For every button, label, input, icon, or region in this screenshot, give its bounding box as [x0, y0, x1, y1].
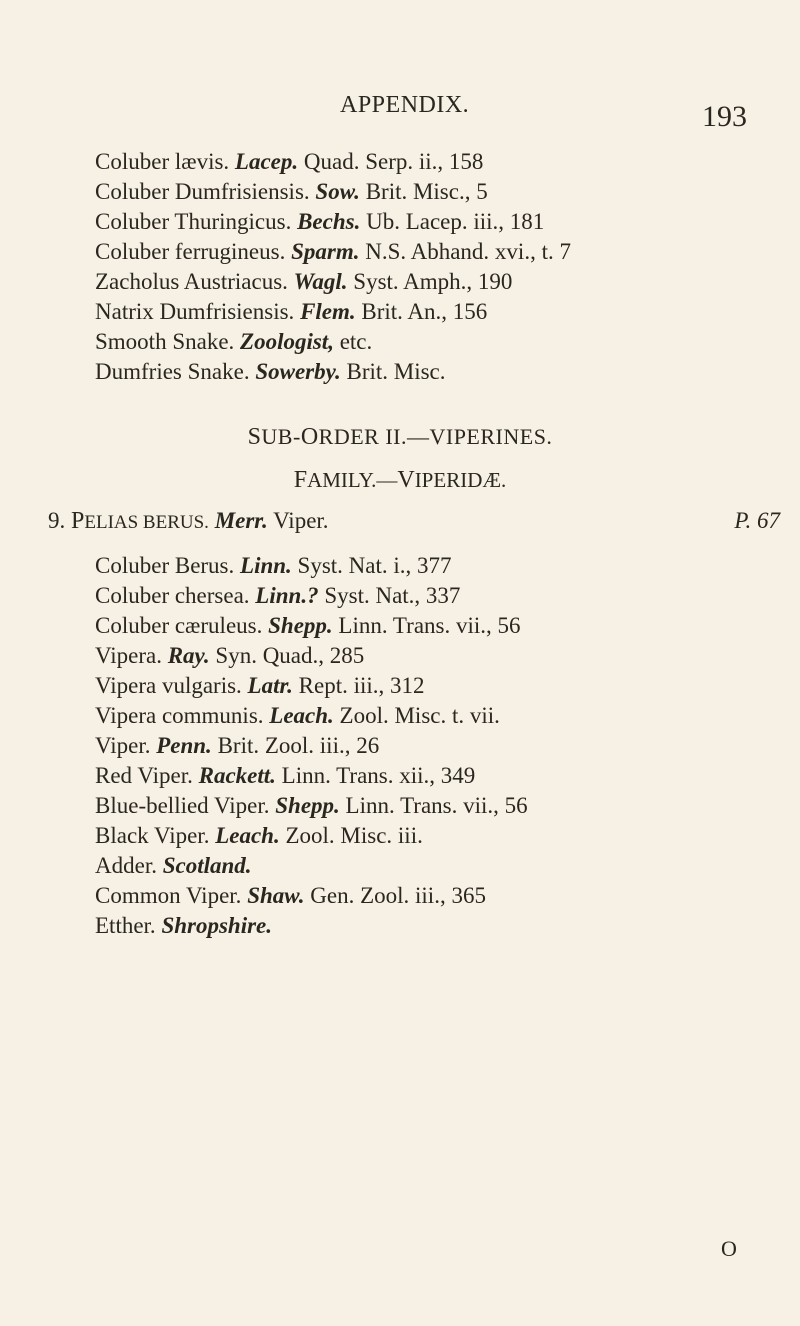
synonym-name: Smooth Snake.: [95, 329, 235, 354]
synonym-author: Rackett.: [198, 763, 276, 788]
synonym-ref: Linn. Trans. vii., 56: [338, 613, 521, 638]
synonym-line: [95, 911, 775, 941]
synonym-ref: Brit. An., 156: [361, 299, 488, 324]
synonym-name: Coluber lævis.: [95, 149, 230, 174]
synonym-name: Natrix Dumfrisiensis.: [95, 299, 295, 324]
synonym-author: Sow.: [315, 179, 360, 204]
synonym-name: Black Viper.: [95, 823, 210, 848]
synonym-ref: Zool. Misc. iii.: [285, 823, 423, 848]
synonym-author: Shropshire.: [161, 913, 273, 938]
synonym-author: Zoologist,: [240, 329, 334, 354]
synonym-line: [95, 881, 775, 911]
synonym-line: [95, 357, 775, 387]
synonym-author: Shaw.: [247, 883, 305, 908]
synonym-line: [95, 177, 775, 207]
synonym-line: [95, 611, 775, 641]
synonym-ref: Syst. Nat. i., 377: [297, 553, 452, 578]
synonym-line: [95, 237, 775, 267]
suborder-heading: SUB-ORDER II.—VIPERINES.: [247, 424, 553, 450]
synonym-author: Sparm.: [291, 239, 360, 264]
species-page-ref: P. 67: [734, 508, 780, 533]
synonym-line: [95, 207, 775, 237]
synonym-ref: Linn. Trans. vii., 56: [345, 793, 528, 818]
synonym-line: [95, 581, 775, 611]
synonym-author: Lacep.: [234, 149, 299, 174]
synonym-line: [95, 297, 775, 327]
synonym-name: Coluber Thuringicus.: [95, 209, 292, 234]
synonym-ref: Brit. Misc., 5: [365, 179, 488, 204]
synonym-name: Etther.: [95, 913, 156, 938]
synonym-line: [95, 147, 775, 177]
synonym-author: Latr.: [247, 673, 293, 698]
synonym-name: Common Viper.: [95, 883, 242, 908]
synonym-ref: Brit. Zool. iii., 26: [217, 733, 380, 758]
synonym-author: Linn.: [240, 553, 292, 578]
synonym-name: Coluber ferrugineus.: [95, 239, 286, 264]
synonym-name: Coluber Dumfrisiensis.: [95, 179, 310, 204]
synonym-ref: etc.: [339, 329, 373, 354]
synonym-name: Zacholus Austriacus.: [95, 269, 288, 294]
synonym-line: [95, 327, 775, 357]
species-author: Merr.: [214, 508, 268, 533]
synonym-author: Sowerby.: [255, 359, 341, 384]
synonym-ref: Syst. Amph., 190: [353, 269, 513, 294]
synonym-name: Vipera communis.: [95, 703, 264, 728]
synonym-name: Coluber cæruleus.: [95, 613, 263, 638]
synonym-ref: Quad. Serp. ii., 158: [303, 149, 484, 174]
synonym-name: Adder.: [95, 853, 157, 878]
page-number: 193: [702, 100, 747, 133]
synonym-ref: Gen. Zool. iii., 365: [310, 883, 486, 908]
synonym-name: Red Viper.: [95, 763, 193, 788]
synonym-name: Viper.: [95, 733, 151, 758]
synonym-line: [95, 761, 775, 791]
synonym-line: [95, 671, 775, 701]
synonym-author: Flem.: [300, 299, 356, 324]
synonym-ref: Rept. iii., 312: [298, 673, 425, 698]
synonym-author: Shepp.: [268, 613, 333, 638]
synonym-name: Coluber Berus.: [95, 553, 235, 578]
synonym-author: Linn.?: [255, 583, 319, 608]
synonym-line: [95, 267, 775, 297]
synonym-author: Wagl.: [293, 269, 348, 294]
species-name-initial: P: [71, 508, 85, 534]
synonym-ref: Brit. Misc.: [346, 359, 446, 384]
synonym-line: [95, 851, 775, 881]
synonym-line: [95, 701, 775, 731]
synonym-line: [95, 791, 775, 821]
family-heading: FAMILY.—VIPERIDÆ.: [293, 467, 507, 493]
synonym-line: [95, 731, 775, 761]
species-common-name: Viper.: [273, 508, 329, 533]
synonym-line: [95, 641, 775, 671]
synonym-ref: Zool. Misc. t. vii.: [339, 703, 500, 728]
synonym-name: Dumfries Snake.: [95, 359, 250, 384]
synonym-ref: Ub. Lacep. iii., 181: [366, 209, 545, 234]
synonym-list-previous: [95, 147, 775, 387]
synonym-ref: Syst. Nat., 337: [324, 583, 461, 608]
signature-mark: O: [721, 1236, 737, 1261]
synonym-name: Coluber chersea.: [95, 583, 250, 608]
synonym-name: Vipera vulgaris.: [95, 673, 242, 698]
synonym-ref: N.S. Abhand. xvi., t. 7: [365, 239, 571, 264]
synonym-author: Scotland.: [162, 853, 252, 878]
species-name: ELIAS BERUS.: [84, 512, 209, 533]
species-heading: [48, 508, 780, 535]
species-number: 9.: [48, 508, 66, 533]
synonym-ref: Syn. Quad., 285: [215, 643, 365, 668]
synonym-author: Ray.: [167, 643, 210, 668]
synonym-name: Blue-bellied Viper.: [95, 793, 270, 818]
synonym-list: [95, 551, 775, 941]
synonym-author: Leach.: [269, 703, 334, 728]
synonym-ref: Linn. Trans. xii., 349: [281, 763, 476, 788]
synonym-name: Vipera.: [95, 643, 162, 668]
running-header: APPENDIX.: [340, 92, 470, 118]
synonym-author: Bechs.: [297, 209, 361, 234]
synonym-author: Shepp.: [275, 793, 340, 818]
synonym-author: Leach.: [215, 823, 280, 848]
synonym-author: Penn.: [156, 733, 212, 758]
synonym-line: [95, 821, 775, 851]
synonym-line: [95, 551, 775, 581]
